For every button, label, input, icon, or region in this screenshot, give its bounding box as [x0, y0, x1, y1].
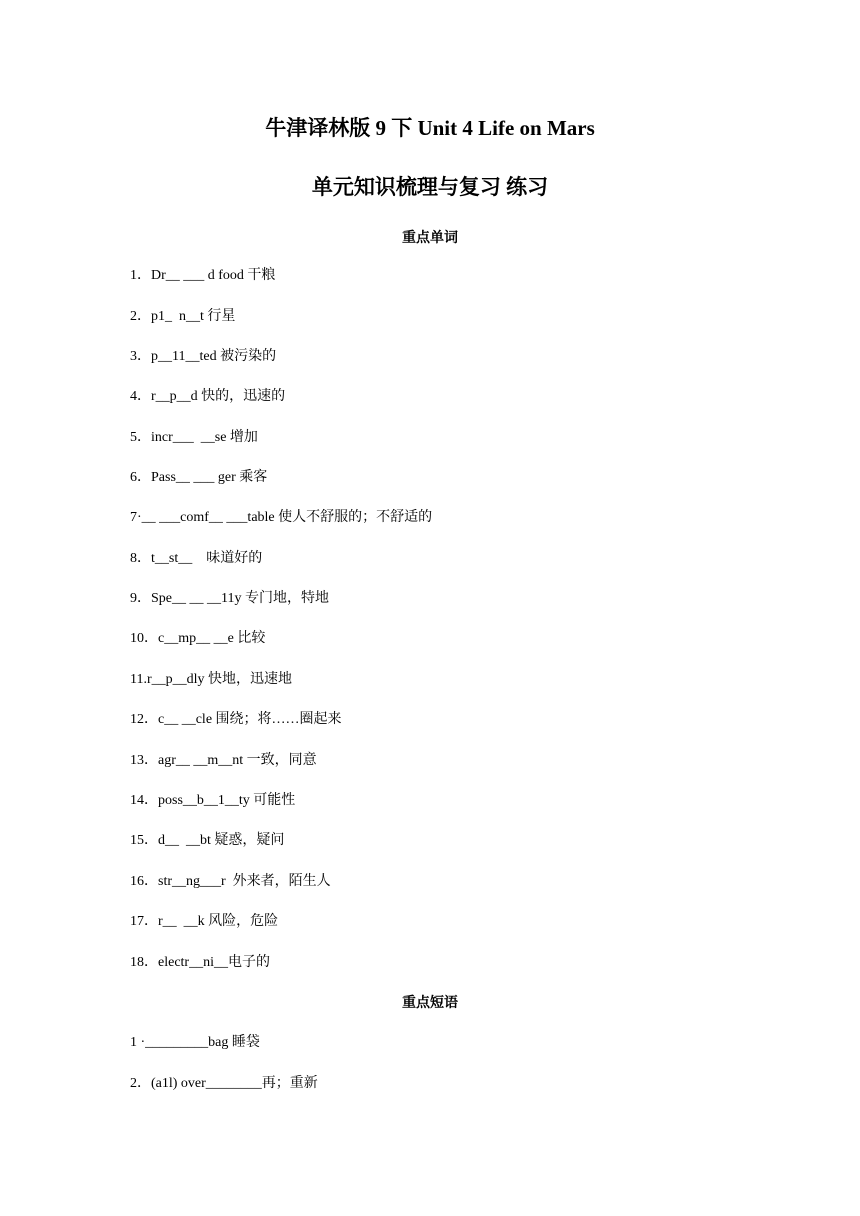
- word-item: 2．p1_ n__t 行星: [130, 309, 236, 324]
- word-item: 7·__ ___comf__ ___table 使人不舒服的；不舒适的: [130, 510, 433, 525]
- word-item: 18．electr__ni__电子的: [130, 955, 270, 970]
- word-item: 5．incr___ __se 增加: [130, 430, 258, 445]
- word-item: 1．Dr__ ___ d food 干粮: [130, 268, 276, 283]
- document-title: 牛津译林版 9 下 Unit 4 Life on Mars: [265, 116, 595, 140]
- word-item: 12．c__ __cle 围绕；将……圈起来: [130, 712, 342, 727]
- word-item: 15．d__ __bt 疑惑，疑问: [130, 833, 285, 848]
- word-item: 17．r__ __k 风险，危险: [130, 914, 279, 929]
- word-item: 9．Spe__ __ __11y 专门地，特地: [130, 591, 329, 606]
- phrase-item: 1 ·_________bag 睡袋: [130, 1035, 260, 1050]
- word-item: 8．t__st__ 味道好的: [130, 551, 263, 566]
- word-item: 6．Pass__ ___ ger 乘客: [130, 470, 268, 485]
- word-item: 14．poss__b__1__ty 可能性: [130, 793, 296, 808]
- word-item: 16．str__ng___r 外来者，陌生人: [130, 874, 331, 889]
- word-item: 4．r__p__d 快的，迅速的: [130, 389, 286, 404]
- section-heading-key-words: 重点单词: [402, 230, 458, 246]
- word-item: 3．p__11__ted 被污染的: [130, 349, 277, 364]
- word-item: 11.r__p__dly 快地，迅速地: [130, 672, 293, 687]
- section-heading-key-phrases: 重点短语: [402, 995, 458, 1011]
- phrase-item: 2．(a1l) over________再；重新: [130, 1076, 318, 1091]
- document-subtitle: 单元知识梳理与复习 练习: [311, 175, 549, 199]
- word-item: 13．agr__ __m__nt 一致，同意: [130, 753, 317, 768]
- word-item: 10．c__mp__ __e 比较: [130, 631, 266, 646]
